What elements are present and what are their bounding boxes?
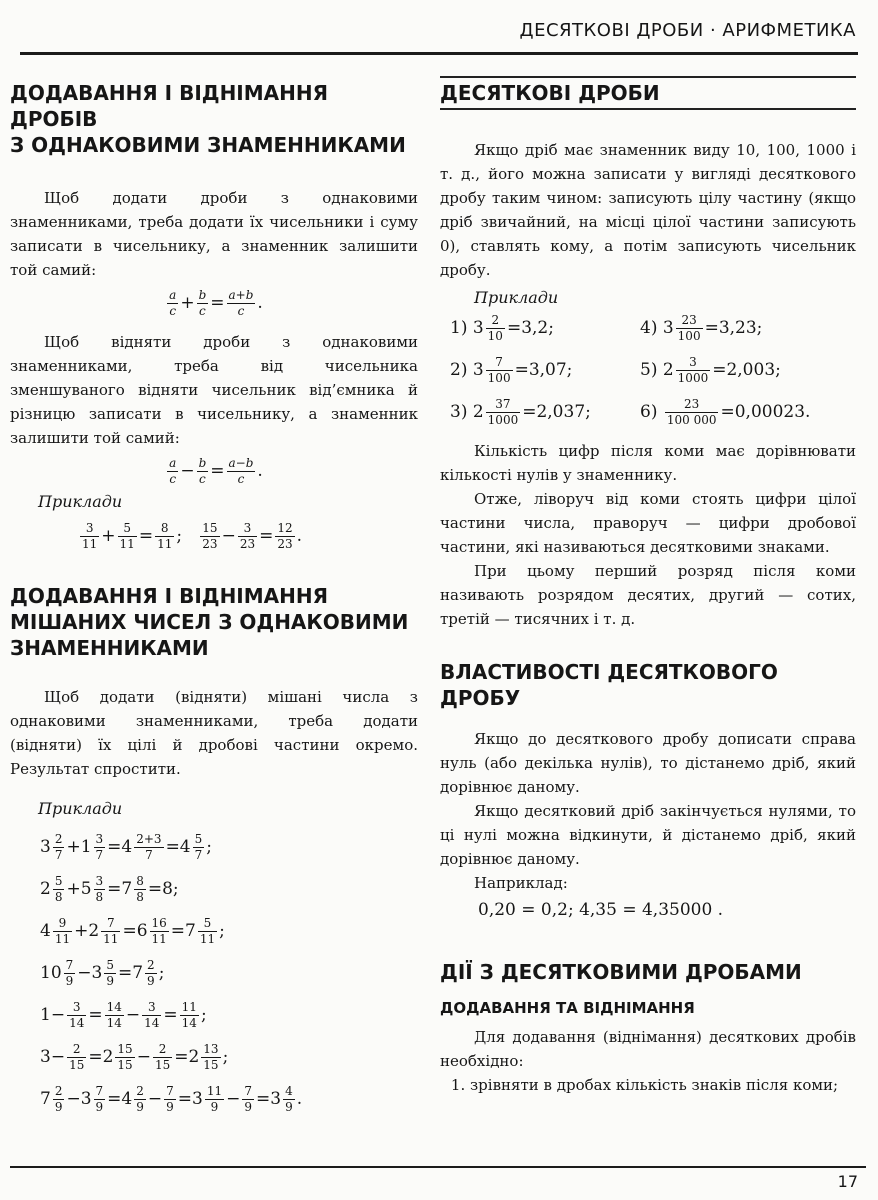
running-header: ДЕСЯТКОВІ ДРОБИ · АРИФМЕТИКА — [519, 20, 856, 41]
paragraph: Щоб додати дроби з однаковими знаменниками, треба додати їх чисельники і суму записати в чисельнику, а знаменник залишити той самий: — [10, 189, 418, 279]
section-title: ДЕСЯТКОВІ ДРОБИ — [440, 76, 856, 110]
paragraph: Якщо десятковий дріб закінчується нулями, то ці нулі можна відкинути, й дістанемо дріб, який дорівнює даному. — [440, 802, 856, 868]
paragraph: Отже, ліворуч від коми стоять цифри цілої частини числа, праворуч — цифри дробової частини, які називаються десятковими знаками. — [440, 490, 856, 556]
paragraph: Якщо до десяткового дробу дописати справа нуль (або декілька нулів), то дістанемо дріб, який дорівнює даному. — [440, 730, 856, 796]
example-formula: 0,20 = 0,2; 4,35 = 4,35000 . — [478, 900, 724, 920]
decimal-examples: 1) 3 $\frac{2}{10}$ =3,2; 4) 3 $\frac{23}{100}$ =3,23; 2) 3 $\frac{7}{100}$ =3,07; 5) 2 $\frac{3}{1000}$ =2,003; 3) 2 $\frac{37}{1000}$ =2,037; 6) $\frac{23}{100 000}$ =0,00023. — [450, 313, 811, 427]
section-title: ДІЇ З ДЕСЯТКОВИМИ ДРОБАМИ — [440, 960, 802, 984]
footer-rule — [10, 1166, 866, 1168]
right-column — [440, 76, 856, 1097]
steps-list — [440, 1073, 856, 1097]
examples-label: Приклади — [474, 288, 559, 307]
paragraph: Наприклад: — [474, 874, 568, 892]
example-formula: $\frac{3}{11}$ + $\frac{5}{11}$ = $\frac{8}{11}$ ; $\frac{15}{23}$ − $\frac{3}{23}$ = $\frac{12}{23}$ . — [82, 521, 303, 551]
paragraph: При цьому перший розряд після коми називають розрядом десятих, другий — сотих, третій — тисячних і т. д. — [440, 562, 856, 628]
paragraph: Якщо дріб має знаменник виду 10, 100, 1000 і т. д., його можна записати у вигляді десяткового дробу таким чином: записують цілу частину (якщо дріб звичайний, на місці цілої частини записують 0), ставлять кому, а потім записують чисельник дробу. — [440, 141, 856, 279]
examples-label: Приклади — [38, 492, 123, 511]
page-number: 17 — [837, 1172, 858, 1191]
paragraph: Для додавання (віднімання) десяткових дробів необхідно: — [440, 1028, 856, 1070]
mixed-examples: 3 $\frac{2}{7}$ +1 $\frac{3}{7}$ =4 $\frac{2+3}{7}$ =4 $\frac{5}{7}$ ; 2 $\frac{5}{8}$ +5 $\frac{3}{8}$ =7 $\frac{8}{8}$ =8; 4 $\frac{9}{11}$ +2 $\frac{7}{11}$ =6 $\frac{16}{11}$ =7 $\frac{5}{11}$ ; 10 $\frac{7}{9}$ −3 $\frac{5}{9}$ =7 $\frac{2}{9}$ ; 1− $\frac{3}{14}$ = $\frac{14}{14}$ − $\frac{3}{14}$ = $\frac{11}{14}$ ; 3− $\frac{2}{15}$ =2 $\frac{15}{15}$ − $\frac{2}{15}$ =2 $\frac{13}{15}$ ; 7 $\frac{2}{9}$ −3 $\frac{7}{9}$ =4 $\frac{2}{9}$ − $\frac{7}{9}$ =3 $\frac{11}{9}$ − $\frac{7}{9}$ =3 $\frac{4}{9}$ . — [40, 832, 303, 1114]
formula-add: $\frac{a}{c}$ + $\frac{b}{c}$ = $\frac{a+b}{c}$ . — [169, 288, 263, 318]
section-title: ДОДАВАННЯ І ВІДНІМАННЯ МІШАНИХ ЧИСЕЛ З ОДНАКОВИМИ ЗНАМЕННИКАМИ — [10, 584, 409, 660]
list-item: 1. зрівняти в дробах кількість знаків після коми; — [470, 1073, 856, 1097]
paragraph: Кількість цифр після коми має дорівнювати кількості нулів у знаменнику. — [440, 442, 856, 484]
section-title: ВЛАСТИВОСТІ ДЕСЯТКОВОГО ДРОБУ — [440, 660, 778, 710]
subsection-title: ДОДАВАННЯ ТА ВІДНІМАННЯ — [440, 999, 695, 1017]
left-column — [10, 76, 418, 1120]
paragraph: Щоб відняти дроби з однаковими знаменниками, треба від чисельника зменшуваного відняти чисельник від’ємника й різницю записати в чисельнику, а знаменник залишити той самий: — [10, 333, 418, 447]
header-rule — [20, 52, 858, 55]
paragraph: Щоб додати (відняти) мішані числа з однаковими знаменниками, треба додати (відняти) їх цілі й дробові частини окремо. Результат спростити. — [10, 688, 418, 778]
examples-label: Приклади — [38, 799, 123, 818]
formula-sub: $\frac{a}{c}$ − $\frac{b}{c}$ = $\frac{a-b}{c}$ . — [169, 456, 263, 486]
section-title: ДОДАВАННЯ І ВІДНІМАННЯ ДРОБІВ З ОДНАКОВИМИ ЗНАМЕННИКАМИ — [10, 81, 406, 157]
